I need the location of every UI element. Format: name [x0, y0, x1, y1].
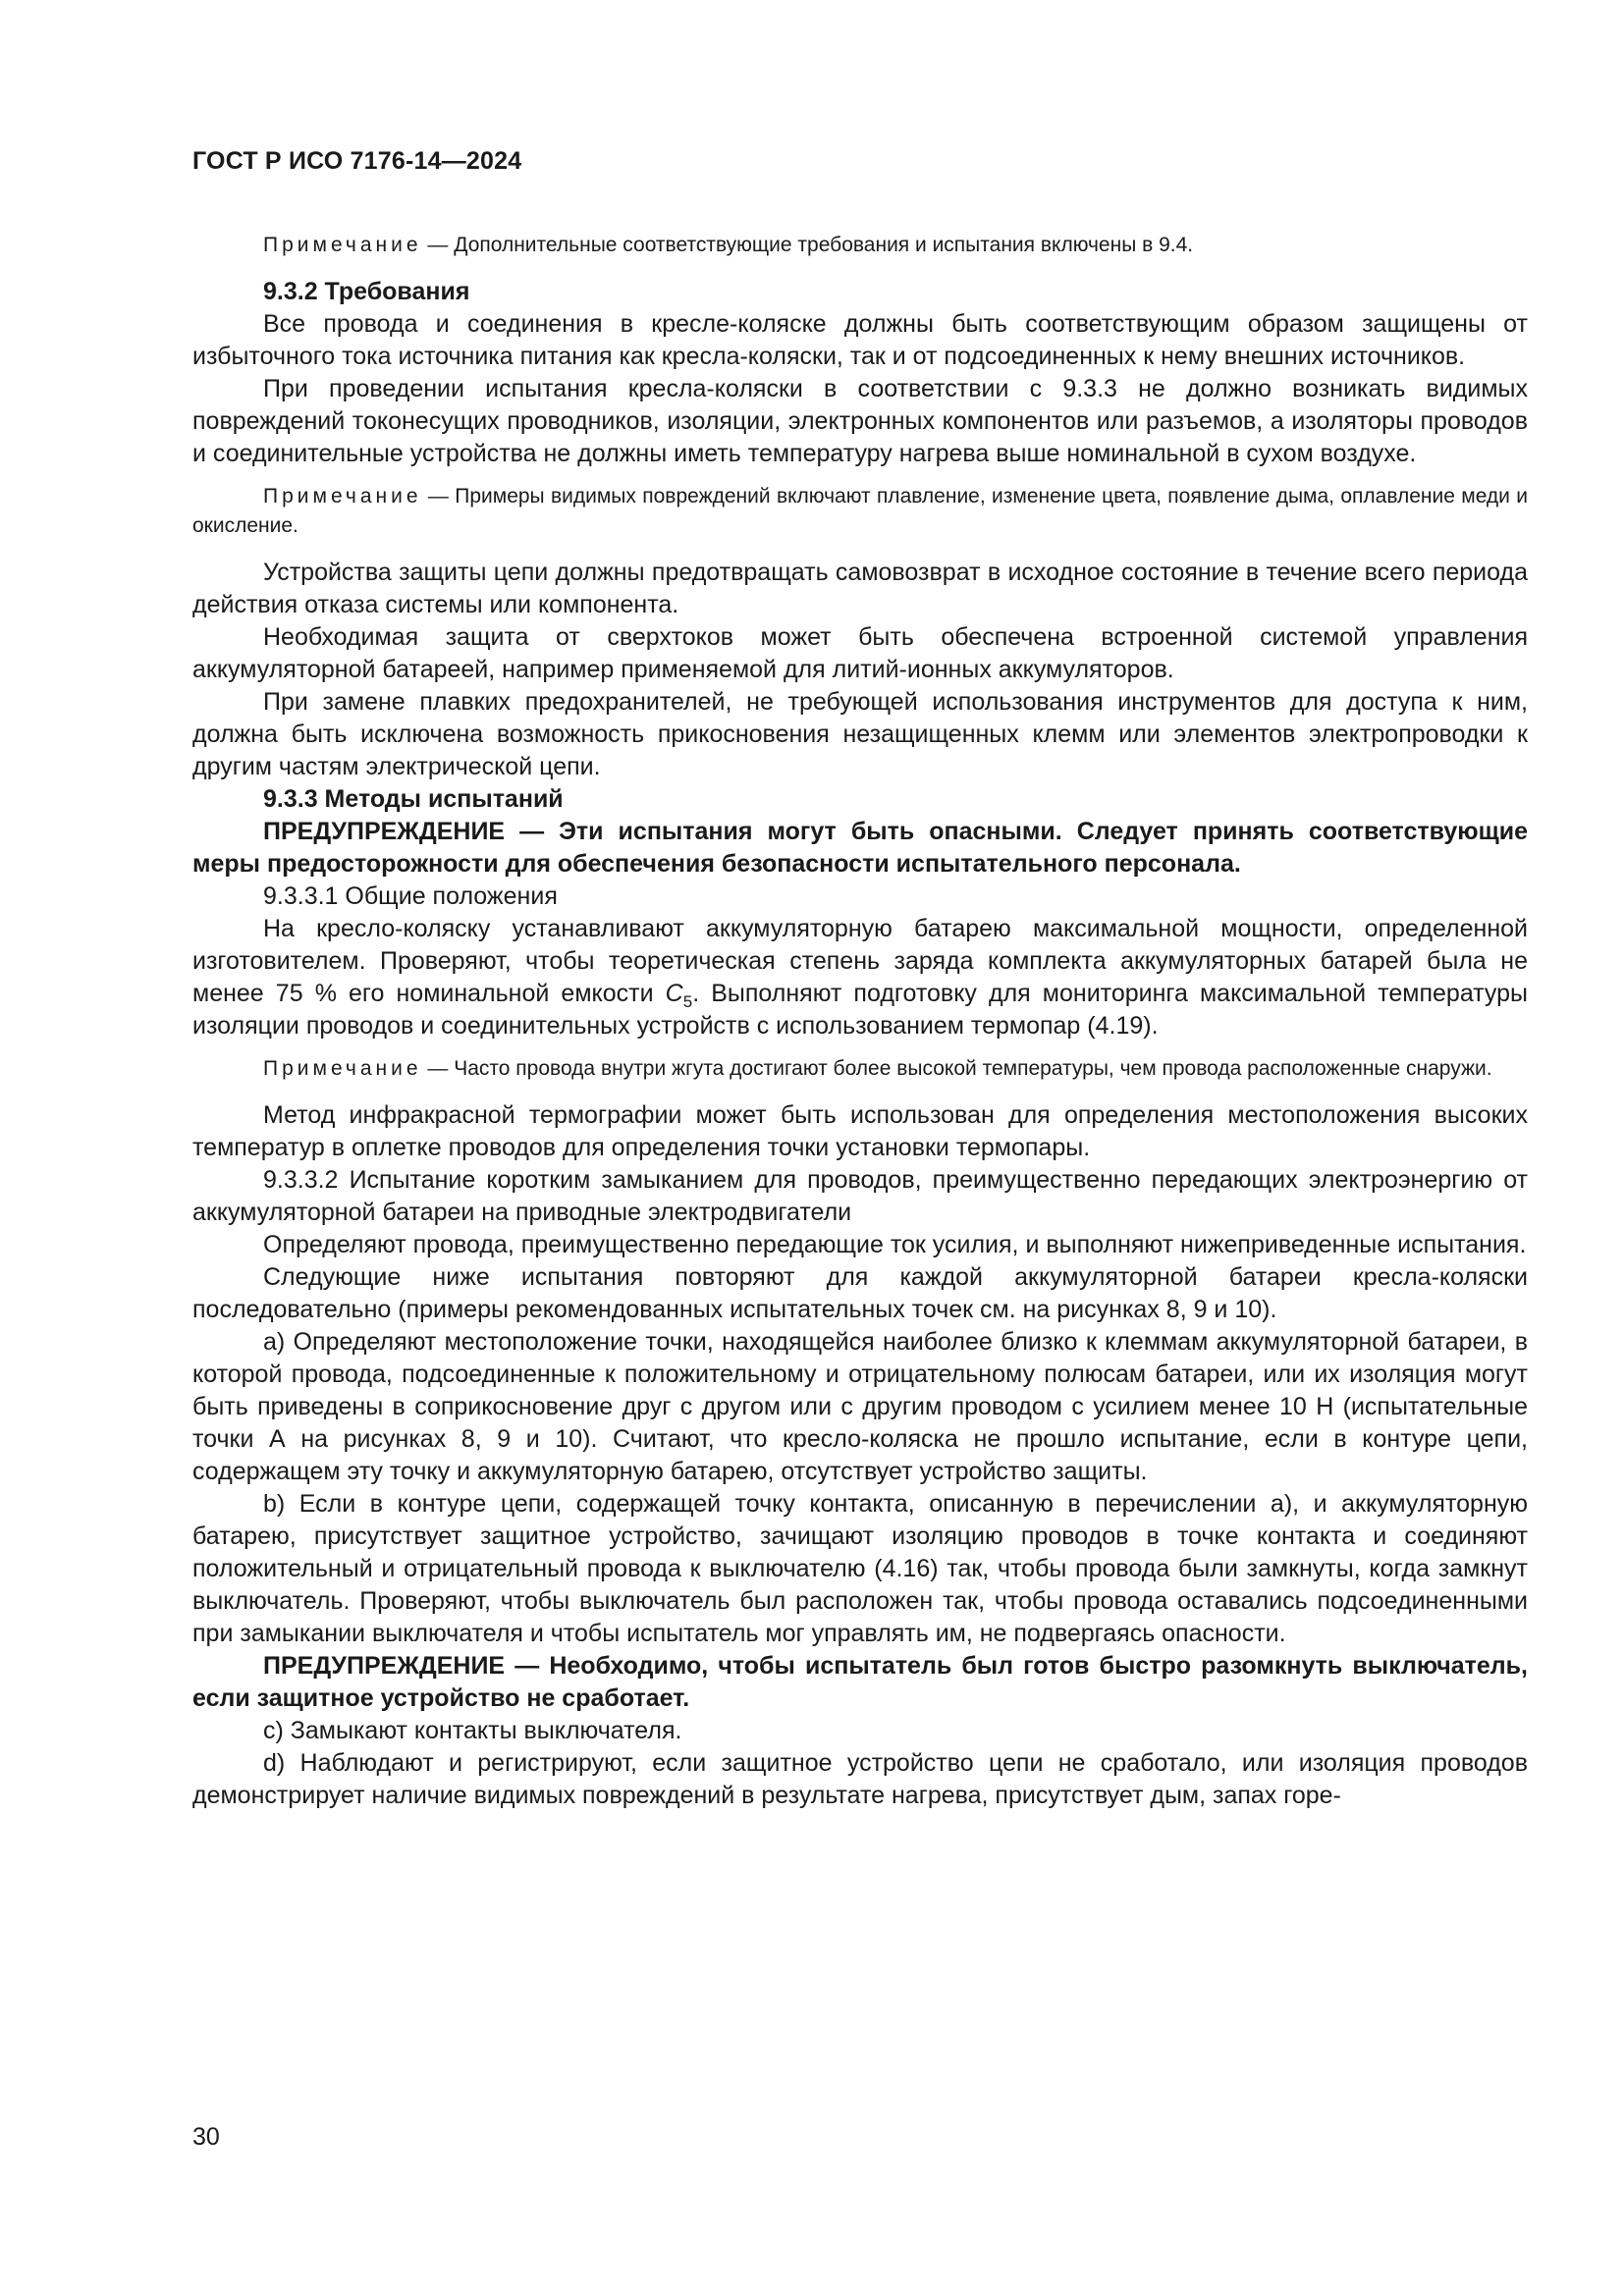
paragraph: Метод инфракрасной термографии может быть использован для определения местоположения высоких температур в оплетке проводов для определения точки установки термопары. — [192, 1101, 1528, 1161]
paragraph — [192, 913, 1528, 1042]
list-item-b: b) Если в контуре цепи, содержащей точку контакта, описанную в перечислении а), и аккумуляторную батарею, присутствует защитное устройство, зачищают изоляцию проводов в точке контакта и соединяют положительный и отрицательный провода к выключателю (4.16) так, чтобы провода были замкнуты, когда замкнут выключатель. Проверяют, чтобы выключатель был расположен так, чтобы провода оставались подсоединенными при замыкании выключателя и чтобы испытатель мог управлять им, не подвергаясь опасности. — [192, 1490, 1528, 1647]
section-heading-9-3-3: 9.3.3 Методы испытаний — [263, 785, 564, 813]
note-label: Примечание — [263, 485, 422, 507]
paragraph: При проведении испытания кресла-коляски в соответствии с 9.3.3 не должно возникать видимых повреждений токонесущих проводников, изоляции, электронных компонентов или разъемов, а изоляторы проводов и соединительные устройства не должны иметь температуру нагрева выше номинальной в сухом воздухе. — [192, 375, 1528, 467]
warning: ПРЕДУПРЕЖДЕНИЕ — Необходимо, чтобы испытатель был готов быстро разомкнуть выключатель, если защитное устройство не сработает. — [192, 1652, 1528, 1712]
paragraph: При замене плавких предохранителей, не требующей использования инструментов для доступа к ним, должна быть исключена возможность прикосновения незащищенных клемм или элементов электропроводки к другим частям электрической цепи. — [192, 688, 1528, 780]
page-number: 30 — [192, 2123, 220, 2151]
note — [192, 231, 1528, 260]
note-text: — Примеры видимых повреждений включают плавление, изменение цвета, появление дыма, оплавление меди и окисление. — [192, 485, 1528, 537]
list-item-d: d) Наблюдают и регистрируют, если защитное устройство цепи не сработало, или изоляция проводов демонстрирует наличие видимых повреждений в результате нагрева, присутствует дым, запах горе- — [192, 1749, 1528, 1809]
document-header: ГОСТ Р ИСО 7176-14—2024 — [192, 147, 522, 175]
paragraph: Все провода и соединения в кресле-коляске должны быть соответствующим образом защищены от избыточного тока источника питания как кресла-коляски, так и от подсоединенных к нему внешних источников. — [192, 310, 1528, 370]
list-item-a: а) Определяют местоположение точки, находящейся наиболее близко к клеммам аккумуляторной батареи, в которой провода, подсоединенные к положительному и отрицательному полюсам батареи, или их изоляция могут быть приведены в соприкосновение друг с другом или с другим проводом с усилием менее 10 Н (испытательные точки А на рисунках 8, 9 и 10). Считают, что кресло-коляска не прошло испытание, если в контуре цепи, содержащем эту точку и аккумуляторную батарею, отсутствует устройство защиты. — [192, 1328, 1528, 1485]
paragraph-part: . Выполняют подготовку для мониторинга максимальной температуры изоляции проводов и соединительных устройств с использованием термопар (4.19). — [192, 980, 1529, 1040]
note-text: — Часто провода внутри жгута достигают более высокой температуры, чем провода расположенные снаружи. — [421, 1057, 1492, 1080]
list-item-c: с) Замыкают контакты выключателя. — [263, 1717, 682, 1744]
warning: ПРЕДУПРЕЖДЕНИЕ — Эти испытания могут быть опасными. Следует принять соответствующие меры предосторожности для обеспечения безопасности испытательного персонала. — [192, 818, 1528, 878]
subsection-heading-9-3-3-1: 9.3.3.1 Общие положения — [263, 882, 558, 910]
subsection-heading-9-3-3-2: 9.3.3.2 Испытание коротким замыканием для проводов, преимущественно передающих электроэнергию от аккумуляторной батареи на приводные электродвигатели — [192, 1166, 1528, 1226]
paragraph: Необходимая защита от сверхтоков может быть обеспечена встроенной системой управления аккумуляторной батареей, например применяемой для литий-ионных аккумуляторов. — [192, 623, 1528, 683]
page-content — [192, 147, 1528, 1812]
capacity-subscript: 5 — [682, 992, 693, 1011]
paragraph: Следующие ниже испытания повторяют для каждой аккумуляторной батареи кресла-коляски последовательно (примеры рекомендованных испытательных точек см. на рисунках 8, 9 и 10). — [192, 1263, 1528, 1323]
note-label: Примечание — [263, 1057, 422, 1080]
note — [192, 482, 1528, 541]
note-label: Примечание — [263, 234, 422, 256]
section-heading-9-3-2: 9.3.2 Требования — [263, 278, 470, 305]
capacity-symbol: C — [665, 980, 683, 1007]
paragraph: Устройства защиты цепи должны предотвращать самовозврат в исходное состояние в течение всего периода действия отказа системы или компонента. — [192, 559, 1528, 618]
note — [192, 1054, 1528, 1084]
note-text: — Дополнительные соответствующие требования и испытания включены в 9.4. — [421, 234, 1194, 256]
paragraph: Определяют провода, преимущественно передающие ток усилия, и выполняют нижеприведенные испытания. — [263, 1231, 1527, 1258]
paragraph-part: На кресло-коляску устанавливают аккумуляторную батарею максимальной мощности, определенной изготовителем. Проверяют, чтобы теоретическая степень заряда комплекта аккумуляторных батарей была не менее 75 % его номинальной емкости — [192, 915, 1528, 1007]
